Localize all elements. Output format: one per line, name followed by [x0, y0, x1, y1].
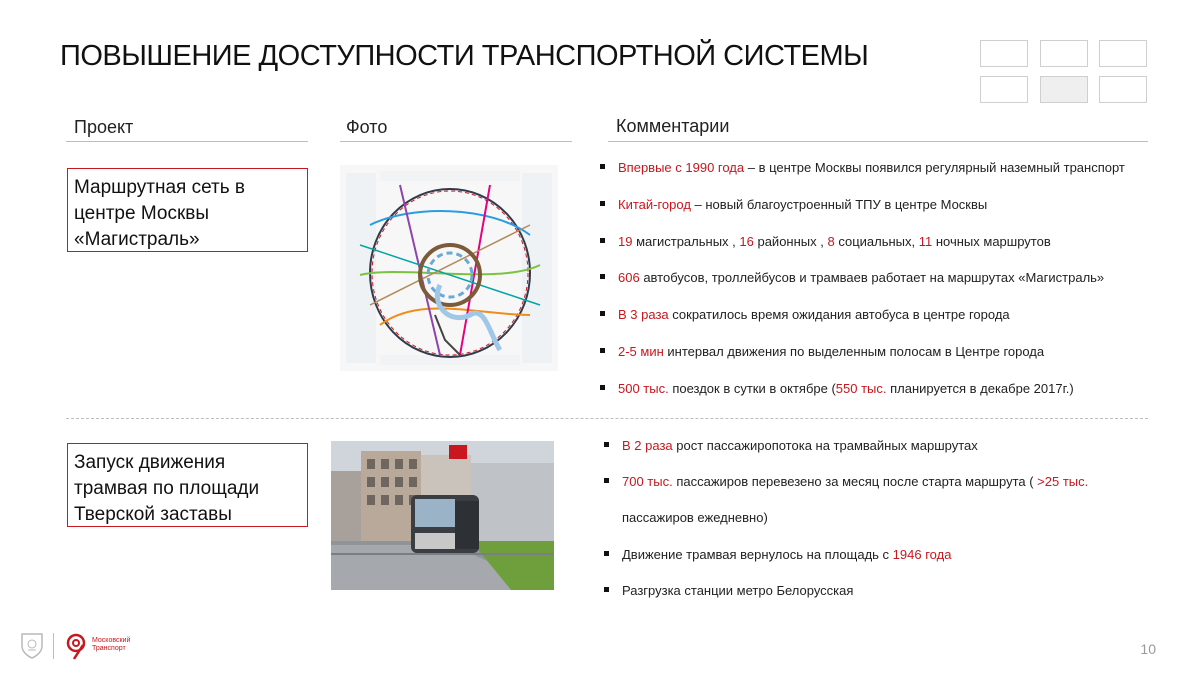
route-map-icon: [340, 165, 558, 371]
comment-item: [604, 474, 1164, 510]
comment-text: Движение трамвая вернулось на площадь с: [622, 546, 893, 562]
highlight-value: 11: [918, 233, 933, 249]
header-photo: Фото: [346, 117, 388, 137]
footer-separator: [53, 633, 54, 659]
highlight-value: 606: [618, 270, 640, 286]
highlight-value: 700 тыс.: [622, 474, 673, 490]
nav-box[interactable]: [980, 40, 1028, 67]
highlight-value: В 3 раза: [618, 307, 669, 323]
logo-line-2: Транспорт: [92, 645, 126, 652]
comment-item: [600, 160, 1160, 197]
comment-item: [604, 547, 1164, 583]
highlight-value: В 2 раза: [622, 438, 673, 453]
comment-text: автобусов, троллейбусов и трамваев работает на маршрутах «Магистраль»: [639, 270, 1105, 286]
moscow-transport-logo-icon: [64, 632, 90, 660]
tram-photo-icon: [331, 441, 554, 590]
comments-list-2: [604, 438, 1164, 619]
square-bullet-icon: [600, 238, 605, 243]
project-box-tram: [67, 443, 308, 527]
highlight-value: 500 тыс.: [618, 380, 669, 396]
comment-text: Разгрузка станции метро Белорусская: [622, 582, 854, 598]
highlight-value: 8: [827, 233, 835, 249]
comment-item: [600, 270, 1160, 307]
comment-text: – в центре Москвы появился регулярный наземный транспорт: [744, 160, 1125, 175]
comment-item: [600, 197, 1160, 234]
route-map-image: [340, 165, 558, 371]
nav-box[interactable]: [1099, 76, 1147, 103]
highlight-value: Впервые с 1990 года: [618, 160, 745, 175]
comment-item: [604, 510, 1164, 546]
comment-text: интервал движения по выделенным полосам в Центре города: [663, 343, 1045, 359]
comment-text: поездок в сутки в октябре (: [668, 380, 836, 396]
square-bullet-icon: [600, 164, 605, 169]
square-bullet-icon: [604, 478, 609, 483]
nav-box[interactable]: [1099, 40, 1147, 67]
moscow-coat-of-arms-icon: [20, 632, 44, 660]
square-bullet-icon: [600, 348, 605, 353]
header-underline: [608, 141, 1148, 142]
logo-text: [92, 637, 130, 653]
comment-item: [600, 307, 1160, 344]
header-project: Проект: [74, 117, 134, 137]
highlight-value: 1946 года: [892, 546, 952, 562]
page-title: ПОВЫШЕНИЕ ДОСТУПНОСТИ ТРАНСПОРТНОЙ СИСТЕМЫ: [60, 40, 869, 72]
comment-text: планируется в декабре 2017г.): [886, 380, 1074, 396]
square-bullet-icon: [604, 442, 609, 447]
page-number: 10: [1140, 641, 1156, 657]
slide-navigation-grid: [980, 40, 1150, 106]
comment-text: сократилось время ожидания автобуса в центре города: [668, 307, 1010, 323]
header-underline: [66, 141, 308, 142]
square-bullet-icon: [604, 587, 609, 592]
nav-box[interactable]: [980, 76, 1028, 103]
highlight-value: 550 тыс.: [835, 380, 887, 396]
highlight-value: 2-5 мин: [618, 343, 664, 359]
comment-text: ночных маршрутов: [932, 233, 1051, 249]
highlight-value: 19: [618, 233, 633, 249]
highlight-value: >25 тыс.: [1037, 474, 1089, 490]
comment-text: пассажиров ежедневно): [622, 510, 768, 526]
square-bullet-icon: [600, 201, 605, 206]
comment-item: [604, 583, 1164, 619]
nav-box-active[interactable]: [1040, 76, 1088, 103]
comment-text: рост пассажиропотока на трамвайных маршрутах: [672, 438, 978, 453]
comment-item: [600, 344, 1160, 381]
square-bullet-icon: [604, 551, 609, 556]
project-title: Запуск движения трамвая по площади Тверской заставы: [74, 452, 260, 525]
tram-photo: [331, 441, 554, 590]
project-title: Маршрутная сеть в центре Москвы «Магистраль»: [74, 177, 246, 250]
square-bullet-icon: [600, 385, 605, 390]
comment-text: районных ,: [753, 233, 828, 249]
header-comments: Комментарии: [616, 116, 730, 136]
square-bullet-icon: [600, 311, 605, 316]
nav-box[interactable]: [1040, 40, 1088, 67]
square-bullet-icon: [600, 274, 605, 279]
section-divider: [66, 418, 1148, 419]
logo-line-1: Московский: [92, 637, 131, 644]
comments-list-1: [600, 160, 1160, 418]
header-underline: [340, 141, 572, 142]
comment-text: социальных,: [834, 233, 919, 249]
highlight-value: 16: [739, 233, 754, 249]
comment-item: [604, 438, 1164, 474]
comment-text: магистральных ,: [632, 233, 740, 249]
comment-text: пассажиров перевезено за месяц после старта маршрута (: [672, 474, 1038, 490]
comment-item: [600, 381, 1160, 418]
comment-item: [600, 234, 1160, 271]
comment-text: – новый благоустроенный ТПУ в центре Москвы: [690, 196, 988, 212]
project-box-magistral: [67, 168, 308, 252]
highlight-value: Китай-город: [618, 196, 691, 212]
